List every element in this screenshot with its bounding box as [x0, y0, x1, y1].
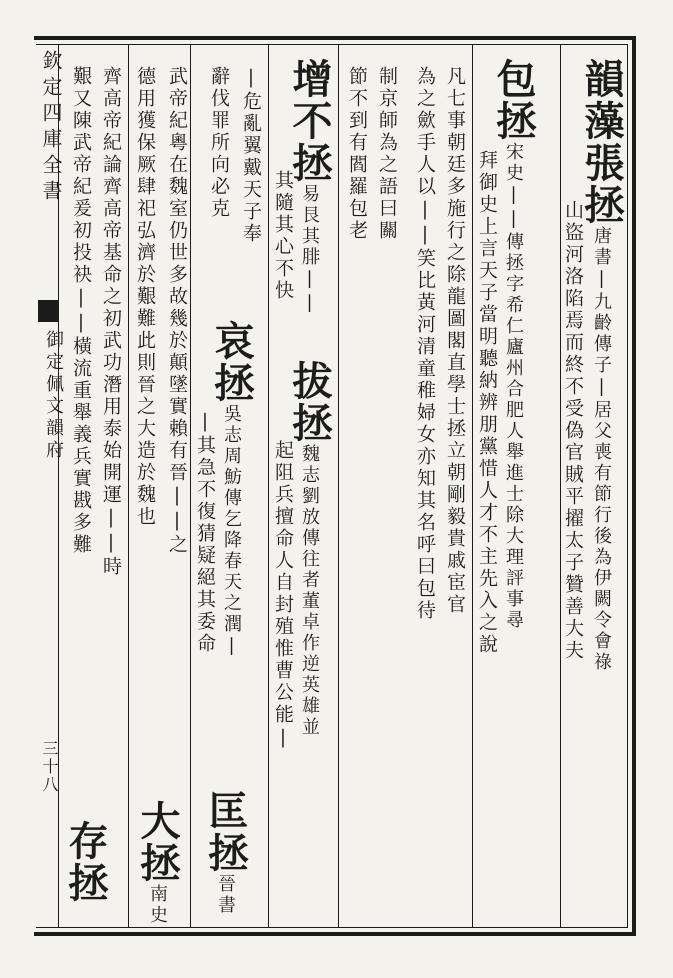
column-rule: [128, 44, 129, 928]
entry-text: 齊高帝紀論齊高帝基命之初武功潛用泰始開運||時: [100, 66, 122, 578]
entry-text: 節不到有閻羅包老: [346, 66, 368, 242]
text-column: [134, 800, 181, 926]
entry-note: 魏志劉放傳往者董卓作逆英雄並: [299, 444, 320, 738]
entry-text: 為之歛手人以||笑比黃河清童稚婦女亦知其名呼曰包待: [414, 66, 436, 622]
entry-text: 山盜河洛陷焉而終不受偽官賊平擢太子贊善大夫: [562, 200, 584, 662]
text-column: [208, 320, 255, 659]
column-rule: [190, 44, 191, 928]
entry-heading: 大拯: [134, 800, 181, 884]
entry-text: 凡七事朝廷多施行之除龍圖閣直學士拯立朝剛毅貴戚宦官: [444, 66, 466, 616]
entry-heading: 韻藻張拯: [578, 58, 625, 226]
text-column: [62, 820, 109, 904]
entry-note: 吳志周魴傳乞降春天之潤|: [221, 404, 242, 659]
text-column: [286, 360, 333, 738]
column-rule: [472, 44, 473, 928]
column-rule: [268, 44, 269, 928]
entry-note: 南史: [147, 884, 168, 926]
entry-heading: 拔拯: [286, 360, 333, 444]
text-column: [166, 66, 188, 556]
entry-heading: 存拯: [62, 820, 109, 904]
text-column: [490, 58, 537, 631]
text-column: [100, 66, 122, 578]
text-column: [272, 170, 294, 302]
text-column: [444, 66, 466, 616]
entry-text: 其隨其心不快: [272, 170, 294, 302]
text-column: [414, 66, 436, 622]
entry-note: 易艮其腓||: [299, 184, 320, 316]
entry-heading: 增不拯: [286, 58, 333, 184]
text-column: [208, 66, 230, 220]
entry-note: 晉書: [215, 874, 236, 916]
entry-text: 辭伐罪所向必克: [208, 66, 230, 220]
text-column: [286, 58, 333, 316]
text-column: [272, 440, 294, 751]
text-column: [194, 410, 216, 655]
column-rule: [560, 44, 561, 928]
text-column: [70, 66, 92, 556]
column-rule: [338, 44, 339, 928]
entry-note: 唐書|九齡傳子|居父喪有節行後為伊闕令會祿: [591, 226, 612, 673]
entry-text: 起阻兵擅命人自封殖惟曹公能|: [272, 440, 294, 751]
book-title: 欽定四庫全書: [39, 50, 63, 206]
entry-text: 德用獲保厥肆祀弘濟於艱難此則晉之大造於魏也: [134, 66, 156, 528]
entry-heading: 包拯: [490, 58, 537, 142]
entry-text: 拜御史上言天子當明聽納辨朋黨惜人才不主先入之說: [476, 150, 498, 656]
entry-note: 宋史||傳拯字希仁廬州合肥人舉進士除大理評事尋: [503, 142, 524, 631]
entry-heading: 哀拯: [208, 320, 255, 404]
entry-text: |危亂翼戴天子奉: [240, 66, 262, 245]
entry-text: |其急不復猜疑絕其委命: [194, 410, 216, 655]
page-number: 三十八: [40, 740, 59, 794]
volume-title: 御定佩文韻府: [43, 330, 64, 462]
text-column: [578, 58, 625, 673]
text-column: [134, 66, 156, 528]
text-column: [476, 150, 498, 656]
entry-text: 艱又陳武帝紀爰初投袂||橫流重舉義兵實戡多難: [70, 66, 92, 556]
text-column: [240, 66, 262, 245]
text-column: [562, 200, 584, 662]
entry-heading: 匡拯: [202, 790, 249, 874]
text-column: [346, 66, 368, 242]
text-column: [202, 790, 249, 916]
fish-tail-mark: [38, 300, 58, 322]
text-column: [376, 66, 398, 242]
entry-text: 武帝紀粵在魏室仍世多故幾於顛墜實賴有晉||之: [166, 66, 188, 556]
entry-text: 制京師為之語曰關: [376, 66, 398, 242]
